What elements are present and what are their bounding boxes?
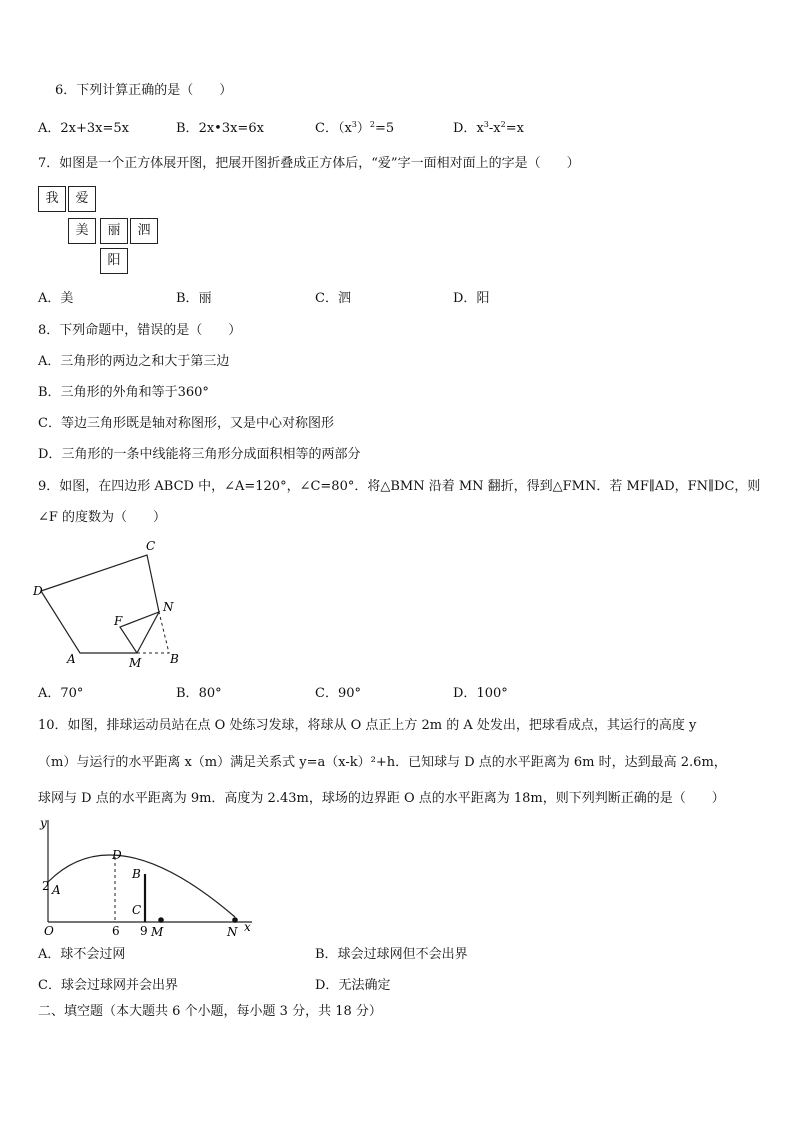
label-n: N xyxy=(163,600,174,614)
q6-option-d: D．$x^3-x^2=x$ xyxy=(453,120,524,136)
q6-stem: 6．下列计算正确的是（ ） xyxy=(55,83,233,98)
q7-option-d: D．阳 xyxy=(453,291,490,306)
q10-option-b: B．球会过球网但不会出界 xyxy=(315,947,468,962)
q9-stem-line1: 9．如图，在四边形 ABCD 中，∠A=120°，∠C=80°．将△BMN 沿着 MN 翻折，得到△FMN．若 MF∥AD，FN∥DC，则 xyxy=(38,479,761,494)
q9-option-c: C．90° xyxy=(315,686,361,701)
section2-title: 二、填空题（本大题共 6 个小题，每小题 3 分，共 18 分） xyxy=(38,1004,382,1019)
label-d: D xyxy=(33,584,43,598)
q6-option-c: C．$(x^3)^2=5$ xyxy=(315,120,395,136)
label-d: D xyxy=(112,848,122,862)
label-m: M xyxy=(151,925,164,939)
label-b: B xyxy=(170,652,179,666)
net-cell-yang: 阳 xyxy=(100,248,128,274)
cube-net-figure xyxy=(38,186,162,276)
label-b: B xyxy=(132,867,141,881)
net-cell-mei: 美 xyxy=(68,218,96,244)
q10-option-a: A．球不会过网 xyxy=(38,947,126,962)
q8-option-c: C．等边三角形既是轴对称图形，又是中心对称图形 xyxy=(38,416,334,431)
label-a: A xyxy=(67,652,76,666)
label-m: M xyxy=(129,656,142,670)
label-nine: 9 xyxy=(140,924,148,938)
q8-option-a: A．三角形的两边之和大于第三边 xyxy=(38,354,230,369)
q7-stem: 7．如图是一个正方体展开图，把展开图折叠成正方体后，“爱”字一面相对面上的字是（ ） xyxy=(38,156,580,171)
q10-option-c: C．球会过球网并会出界 xyxy=(38,978,178,993)
net-cell-si: 泗 xyxy=(130,218,158,244)
triangle-fmn xyxy=(120,612,159,653)
q8-stem: 8．下列命题中，错误的是（ ） xyxy=(38,323,242,338)
label-a: A xyxy=(52,883,61,897)
label-n: N xyxy=(227,925,238,939)
q6-option-b: B．2x•3x=6x xyxy=(176,121,264,136)
label-c: C xyxy=(132,903,142,917)
q7-option-c: C．泗 xyxy=(315,291,351,306)
net-cell-li: 丽 xyxy=(100,218,128,244)
q6-option-a: A．2x+3x=5x xyxy=(38,121,129,136)
net-cell-ai: 爱 xyxy=(68,186,96,212)
q7-option-b: B．丽 xyxy=(176,291,212,306)
q10-stem-line1: 10．如图，排球运动员站在点 O 处练习发球，将球从 O 点正上方 2m 的 A 处发出，把球看成点，其运行的高度 y xyxy=(38,718,697,733)
label-six: 6 xyxy=(112,924,120,938)
quad-edge-da-am xyxy=(41,591,137,653)
trajectory-parabola xyxy=(48,855,235,917)
q10-option-d: D．无法确定 xyxy=(315,978,391,993)
label-o: O xyxy=(44,924,54,938)
q9-stem-line2: ∠F 的度数为（ ） xyxy=(38,510,167,525)
label-f: F xyxy=(114,614,123,628)
q7-option-a: A．美 xyxy=(38,291,74,306)
label-y-axis: y xyxy=(40,816,47,830)
label-x-axis: x xyxy=(244,920,251,934)
q10-stem-line2: （m）与运行的水平距离 x（m）满足关系式 y=a（x-k）²+h．已知球与 D 点的水平距离为 6m 时，达到最高 2.6m， xyxy=(38,755,727,770)
q9-option-a: A．70° xyxy=(38,686,84,701)
volleyball-trajectory-figure xyxy=(30,812,262,940)
q9-option-b: B．80° xyxy=(176,686,222,701)
q8-option-b: B．三角形的外角和等于360° xyxy=(38,385,209,400)
q9-option-d: D．100° xyxy=(453,686,508,701)
point-n xyxy=(232,917,238,923)
label-two: 2 xyxy=(42,879,50,893)
q8-option-d: D．三角形的一条中线能将三角形分成面积相等的两部分 xyxy=(38,447,361,462)
label-c: C xyxy=(146,539,156,553)
net-cell-wo: 我 xyxy=(38,186,66,212)
quad-edge-dc-cn xyxy=(41,555,159,612)
quadrilateral-figure xyxy=(30,535,190,675)
point-m xyxy=(158,917,164,923)
q10-stem-line3: 球网与 D 点的水平距离为 9m．高度为 2.43m，球场的边界距 O 点的水平距离为 18m，则下列判断正确的是（ ） xyxy=(38,791,725,806)
